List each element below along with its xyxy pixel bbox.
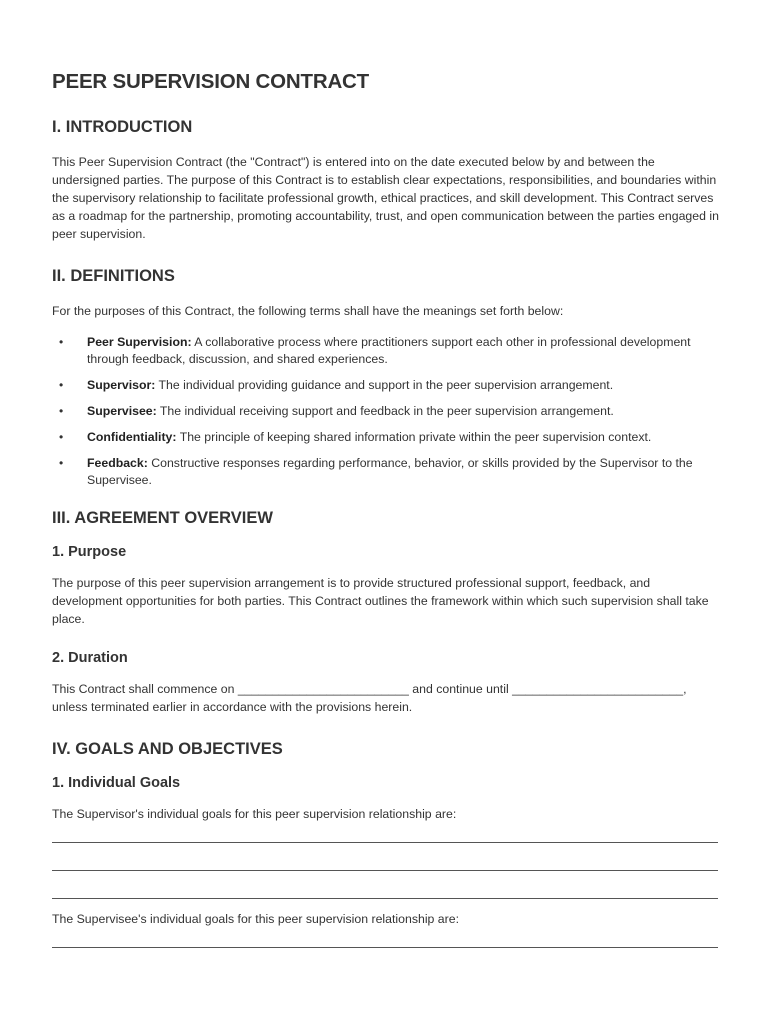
purpose-subsection [52, 544, 722, 628]
bullet-icon: • [59, 404, 64, 418]
supervisee-goals-text: The Supervisee's individual goals for this peer supervision relationship are: [52, 912, 459, 926]
supervisor-goals-text: The Supervisor's individual goals for this peer supervision relationship are: [52, 807, 457, 821]
definition-text: The individual receiving support and feedback in the peer supervision arrangement. [156, 404, 614, 418]
definition-term: Supervisee: [87, 404, 157, 418]
document-page [52, 70, 722, 948]
document-title: PEER SUPERVISION CONTRACT [52, 70, 369, 93]
supervisor-goals-line-1[interactable] [52, 832, 718, 843]
bullet-icon: • [59, 456, 64, 470]
definitions-lead: For the purposes of this Contract, the following terms shall have the meanings set forth below: [52, 304, 564, 318]
duration-heading: 2. Duration [52, 650, 128, 666]
definition-item [52, 429, 722, 446]
definition-term: Confidentiality: [87, 430, 177, 444]
supervisor-goals-line-2[interactable] [52, 860, 718, 871]
supervisor-goals-line-3[interactable] [52, 888, 718, 899]
definition-text: The principle of keeping shared information private within the peer supervision context. [176, 430, 652, 444]
introduction-section [52, 118, 722, 243]
goals-section [52, 740, 722, 948]
definition-item [52, 334, 722, 368]
definitions-list [52, 334, 722, 489]
definition-text: A collaborative process where practitioners support each other in professional development through feedback, discussion, and shared experiences. [87, 335, 691, 366]
bullet-icon: • [59, 378, 64, 392]
agreement-section [52, 509, 722, 716]
bullet-icon: • [59, 335, 64, 349]
definition-text: The individual providing guidance and support in the peer supervision arrangement. [155, 378, 614, 392]
purpose-heading: 1. Purpose [52, 544, 127, 560]
purpose-text: The purpose of this peer supervision arrangement is to provide structured professional support, feedback, and development opportunities for both parties. This Contract outlines the framework within which such supervision shall take place. [52, 576, 709, 626]
introduction-text: This Peer Supervision Contract (the "Contract") is entered into on the date executed below by and between the undersigned parties. The purpose of this Contract is to establish clear expectations, responsibilities, and boundaries within the supervisory relationship to facilitate professional growth, ethical practices, and skill development. This Contract serves as a roadmap for the partnership, promoting accountability, trust, and open communication between the parties engaged in peer supervision. [52, 155, 719, 241]
definition-term: Supervisor: [87, 378, 156, 392]
definition-term: Peer Supervision: [87, 335, 192, 349]
supervisee-goals-line-1[interactable] [52, 937, 718, 948]
definitions-heading: II. DEFINITIONS [52, 267, 175, 285]
duration-text: This Contract shall commence on _________________________ and continue until _________________________, unless terminated earlier in accordance with the provisions herein. [52, 682, 687, 714]
definition-item [52, 455, 722, 489]
introduction-heading: I. INTRODUCTION [52, 118, 193, 136]
duration-subsection [52, 650, 722, 716]
individual-goals-heading: 1. Individual Goals [52, 775, 181, 791]
goals-heading: IV. GOALS AND OBJECTIVES [52, 740, 283, 758]
bullet-icon: • [59, 430, 64, 444]
definition-item [52, 377, 722, 394]
definition-text: Constructive responses regarding performance, behavior, or skills provided by the Supervisor to the Supervisee. [87, 456, 693, 487]
definition-item [52, 403, 722, 420]
definitions-section [52, 267, 722, 489]
agreement-heading: III. AGREEMENT OVERVIEW [52, 509, 273, 527]
definition-term: Feedback: [87, 456, 148, 470]
